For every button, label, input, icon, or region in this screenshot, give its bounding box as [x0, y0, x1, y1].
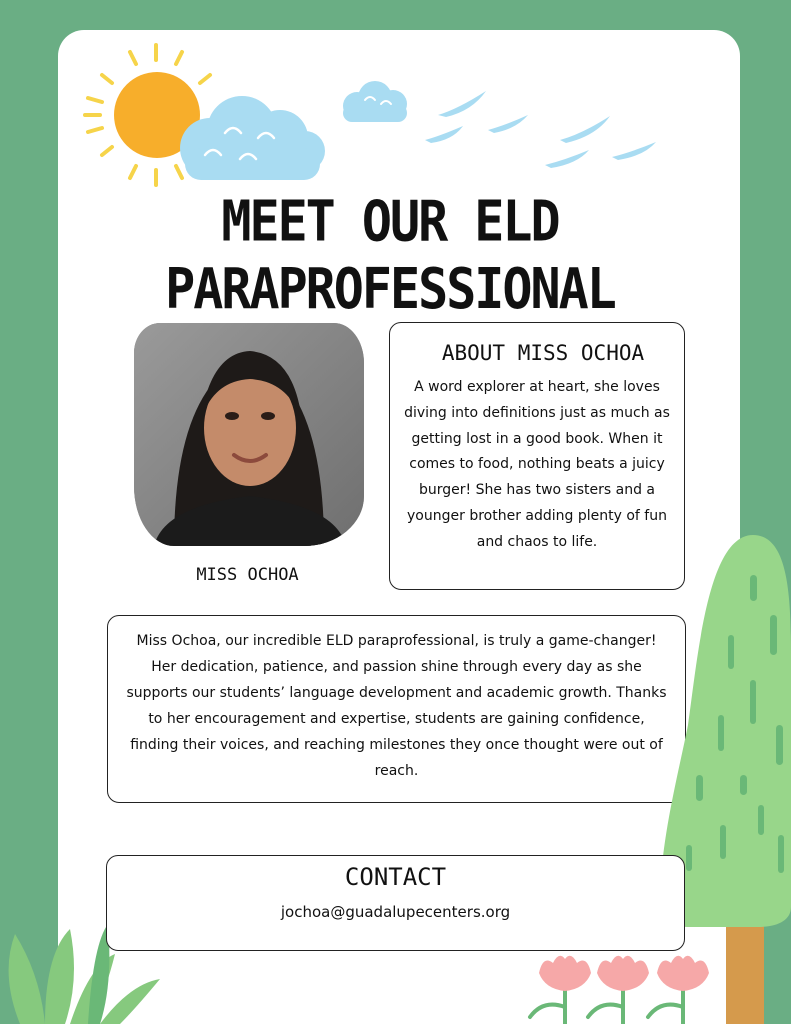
cloud-icon	[337, 80, 413, 126]
description-text: Miss Ochoa, our incredible ELD paraprofessional, is truly a game-changer! Her dedication, patience, and passion shine through every day as she supports our students’ language development and academic growth. Thanks to her encouragement and expertise, students are gaining confidence, finding their voices, and reaching milestones they once thought were out of reach.	[126, 633, 667, 779]
portrait-photo	[134, 323, 364, 546]
portrait-image	[134, 323, 364, 546]
contact-heading: CONTACT	[344, 863, 447, 891]
page-title	[150, 188, 630, 322]
contact-box	[106, 855, 685, 951]
title-line-2: PARAPROFESSIONAL	[165, 256, 615, 322]
title-line-1: MEET OUR ELD	[221, 189, 559, 255]
about-box	[389, 322, 685, 590]
tree-icon	[658, 535, 791, 1024]
flower-icon	[525, 955, 720, 1024]
contact-email-link[interactable]: jochoa@guadalupecenters.org	[280, 903, 511, 921]
photo-caption: MISS OCHOA	[196, 565, 299, 585]
bird-icon	[420, 85, 665, 175]
about-heading: ABOUT MISS OCHOA	[441, 341, 645, 365]
about-text: A word explorer at heart, she loves diving into definitions just as much as getting lost in a good book. When it comes to food, nothing beats a juicy burger! She has two sisters and a younger brother adding plenty of fun and chaos to life.	[404, 379, 670, 550]
cloud-icon	[170, 93, 330, 188]
description-box	[107, 615, 686, 803]
